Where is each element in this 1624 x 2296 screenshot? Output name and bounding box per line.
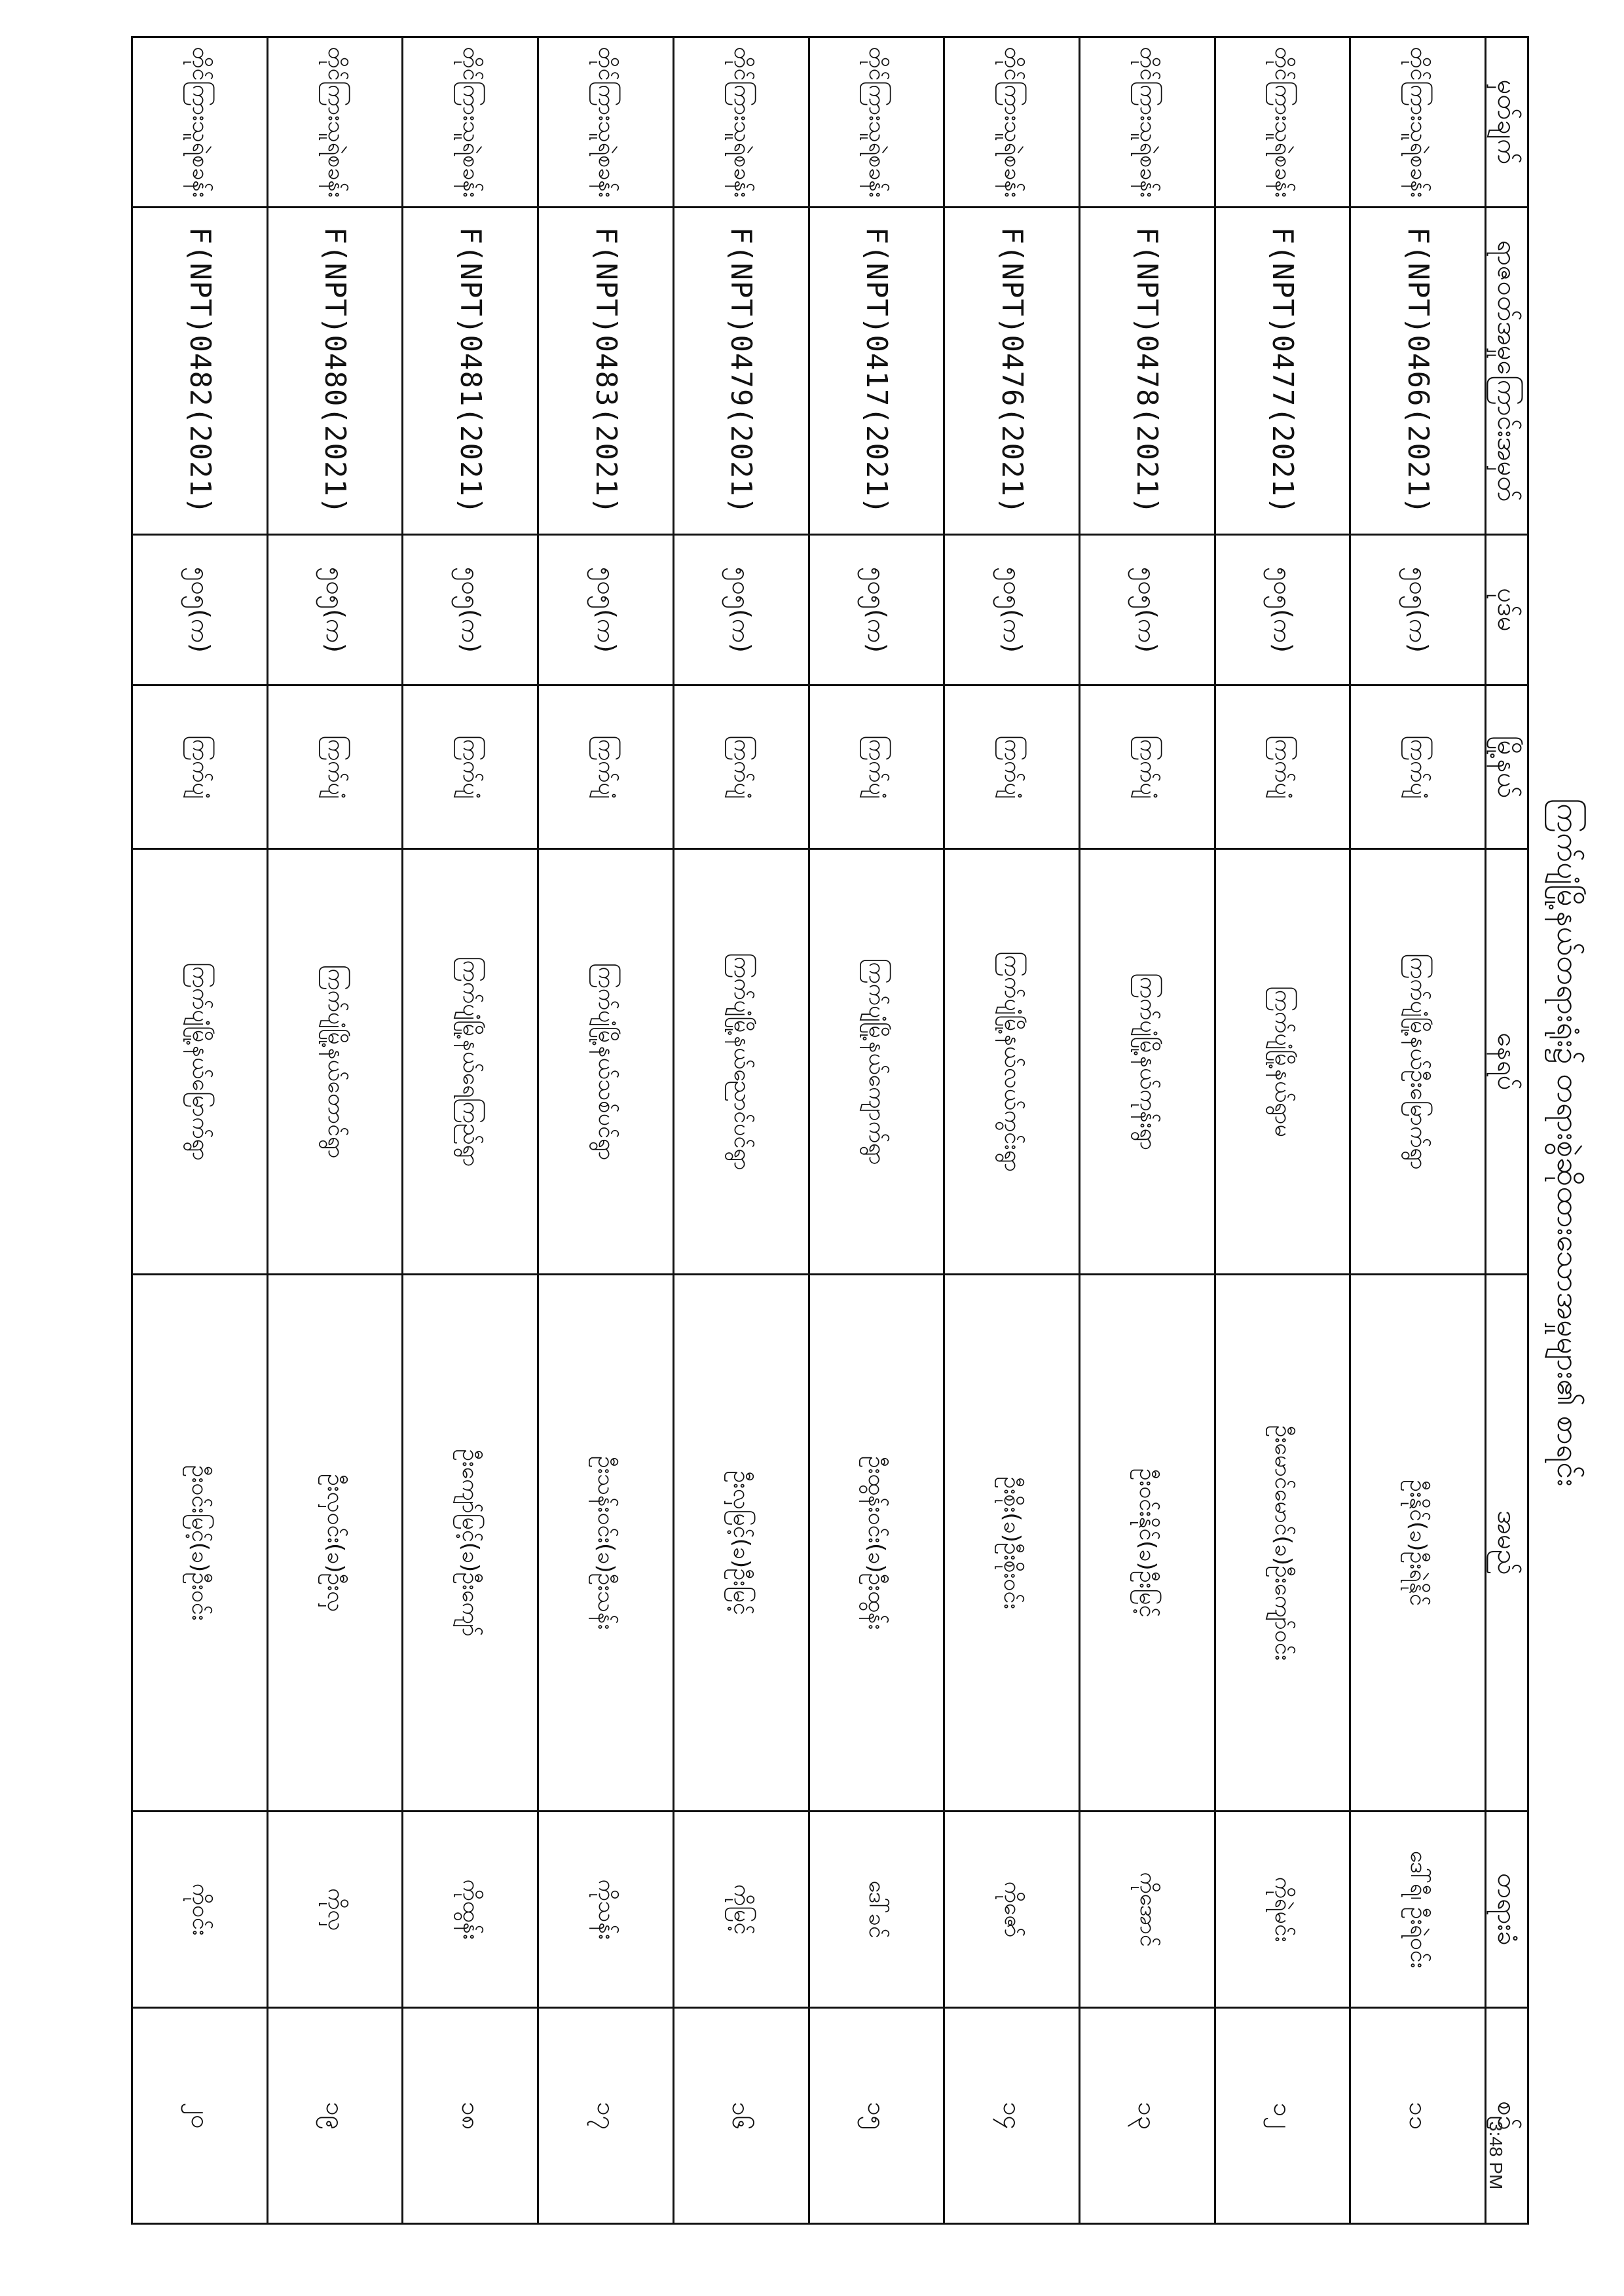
cell-section: ၅၀၅(က): [944, 535, 1080, 685]
cell-no: ၁၄: [944, 2008, 1080, 2224]
cell-accused: ကိုထွန်း: [403, 1812, 538, 2008]
cell-accused: ကိုဇော်: [944, 1812, 1080, 2008]
header-remark: မှတ်ချက်: [1486, 37, 1528, 208]
header-name: အမည်: [1486, 1275, 1528, 1812]
cell-section: ၅၀၅(က): [1215, 535, 1350, 685]
cell-address: ကြက်ပျံမြို့နယ်ရေကြည်ရွာ: [403, 849, 538, 1275]
cell-section: ၅၀၅(က): [673, 535, 809, 685]
cell-remark: တိုင်ကြားသူရဲစခန်း: [944, 37, 1080, 208]
cell-name: ဦးသန်းဝင်း(ခ)ဦးသန်း: [538, 1275, 674, 1812]
table-row: [267, 37, 403, 2224]
cell-township: ကြက်ပျံ: [1079, 685, 1215, 849]
header-address: နေရပ်: [1486, 849, 1528, 1275]
cell-name: ဦးလှဝင်း(ခ)ဦးလှ: [267, 1275, 403, 1812]
cell-section: ၅၀၅(က): [132, 535, 268, 685]
cell-no: ၁၉: [267, 2008, 403, 2224]
cell-no: ၁၆: [673, 2008, 809, 2224]
cell-name: ဦးဝင်းနိုင်(ခ)ဦးမြင့်: [1079, 1275, 1215, 1812]
cell-section: ၅၀၅(က): [267, 535, 403, 685]
table-row: [1215, 37, 1350, 2224]
cell-case-no: F(NPT)0482(2021): [132, 208, 268, 535]
header-no: စဉ်: [1486, 2008, 1528, 2224]
cell-no: ၁၃: [1079, 2008, 1215, 2224]
cell-case-no: F(NPT)0478(2021): [1079, 208, 1215, 535]
cell-accused: ဒေါ်ရီ၊ ဦးရဲဝင်း: [1350, 1812, 1486, 2008]
rotated-page-content: [131, 36, 1604, 2249]
document-title: ကြက်ပျံမြို့နယ်တရားရုံး၌ တရားစွဲဆိုထားသောအမှုများ၏ စာရင်း: [1551, 798, 1586, 1487]
header-accused: တရားခံ: [1486, 1812, 1528, 2008]
cell-accused: ကိုအောင်: [1079, 1812, 1215, 2008]
cell-case-no: F(NPT)0479(2021): [673, 208, 809, 535]
cell-township: ကြက်ပျံ: [267, 685, 403, 849]
header-township: မြို့နယ်: [1486, 685, 1528, 849]
cell-name: ဦးလှမြင့်(ခ)ဦးမြင့်: [673, 1275, 809, 1812]
table-row: [1079, 37, 1215, 2224]
cell-accused: ကိုရဲမင်း: [1215, 1812, 1350, 2008]
cell-township: ကြက်ပျံ: [538, 685, 674, 849]
table-row: [673, 37, 809, 2224]
table-row: [538, 37, 674, 2224]
header-case-no: ရာဇဝတ်အမှုကြောင်းအမှတ်: [1486, 208, 1528, 535]
cell-address: ကြက်ပျံမြို့နယ်ကုန်းရွာ: [1079, 849, 1215, 1275]
cell-name: ဦးထွန်းဝင်း(ခ)ဦးထွန်း: [809, 1275, 944, 1812]
cell-township: ကြက်ပျံ: [403, 685, 538, 849]
cell-address: ကြက်ပျံမြို့နယ်သစ်ပင်ရွာ: [538, 849, 674, 1275]
cell-township: ကြက်ပျံ: [132, 685, 268, 849]
cell-remark: တိုင်ကြားသူရဲစခန်း: [1215, 37, 1350, 208]
cell-township: ကြက်ပျံ: [944, 685, 1080, 849]
cell-name: ဦးဝင်းမြင့်(ခ)ဦးဝင်း: [132, 1275, 268, 1812]
table-row: [132, 37, 268, 2224]
cell-accused: ဒေါ်ခင်: [809, 1812, 944, 2008]
cell-case-no: F(NPT)0477(2021): [1215, 208, 1350, 535]
cell-accused: ကိုဝင်း: [132, 1812, 268, 2008]
cell-township: ကြက်ပျံ: [673, 685, 809, 849]
cell-address: ကြက်ပျံမြို့နယ်ဦးမြောက်ရွာ: [1350, 849, 1486, 1275]
cell-address: ကြက်ပျံမြို့နယ်တောင်ရွာ: [267, 849, 403, 1275]
cell-township: ကြက်ပျံ: [1350, 685, 1486, 849]
cell-remark: တိုင်ကြားသူရဲစခန်း: [673, 37, 809, 208]
cell-no: ၁၁: [1350, 2008, 1486, 2224]
cell-case-no: F(NPT)0476(2021): [944, 208, 1080, 535]
cell-no: ၁၅: [809, 2008, 944, 2224]
table-row: [944, 37, 1080, 2224]
cell-section: ၅၀၅(က): [403, 535, 538, 685]
time-stamp: 3:48 PM: [1486, 2121, 1506, 2190]
cell-no: ၁၈: [403, 2008, 538, 2224]
table-header-row: [1486, 37, 1528, 2224]
cell-remark: တိုင်ကြားသူရဲစခန်း: [1079, 37, 1215, 208]
header-section: ပုဒ်မ: [1486, 535, 1528, 685]
table-row: [1350, 37, 1486, 2224]
cell-accused: ကိုမြင့်: [673, 1812, 809, 2008]
cell-case-no: F(NPT)0483(2021): [538, 208, 674, 535]
cell-case-no: F(NPT)0480(2021): [267, 208, 403, 535]
cell-no: ၁၂: [1215, 2008, 1350, 2224]
cell-no: ၂၀: [132, 2008, 268, 2224]
cell-address: ကြက်ပျံမြို့နယ်လယ်ကွင်းရွာ: [944, 849, 1080, 1275]
case-table: [131, 36, 1529, 2225]
cell-case-no: F(NPT)0481(2021): [403, 208, 538, 535]
cell-remark: တိုင်ကြားသူရဲစခန်း: [267, 37, 403, 208]
cell-address: ကြက်ပျံမြို့နယ်ရွာမ: [1215, 849, 1350, 1275]
cell-accused: ကိုသန်း: [538, 1812, 674, 2008]
cell-accused: ကိုလှ: [267, 1812, 403, 2008]
cell-remark: တိုင်ကြားသူရဲစခန်း: [809, 37, 944, 208]
cell-remark: တိုင်ကြားသူရဲစခန်း: [132, 37, 268, 208]
cell-case-no: F(NPT)0417(2021): [809, 208, 944, 535]
cell-section: ၅၀၅(က): [1350, 535, 1486, 685]
table-row: [403, 37, 538, 2224]
cell-no: ၁၇: [538, 2008, 674, 2224]
cell-township: ကြက်ပျံ: [809, 685, 944, 849]
cell-township: ကြက်ပျံ: [1215, 685, 1350, 849]
cell-address: ကြက်ပျံမြို့နယ်ကျောက်ရွာ: [809, 849, 944, 1275]
cell-section: ၅၀၅(က): [538, 535, 674, 685]
cell-name: ဦးကျော်မြင့်(ခ)ဦးကျော်: [403, 1275, 538, 1812]
table-body: [132, 37, 1486, 2224]
cell-name: ဦးစိုး(ခ)ဦးစိုးဝင်း: [944, 1275, 1080, 1812]
case-table-wrapper: [131, 36, 1529, 2223]
cell-address: ကြက်ပျံမြို့နယ်မြောက်ရွာ: [132, 849, 268, 1275]
cell-remark: တိုင်ကြားသူရဲစခန်း: [538, 37, 674, 208]
cell-case-no: F(NPT)0466(2021): [1350, 208, 1486, 535]
table-row: [809, 37, 944, 2224]
cell-section: ၅၀၅(က): [809, 535, 944, 685]
cell-remark: တိုင်ကြားသူရဲစခန်း: [1350, 37, 1486, 208]
cell-name: ဦးမောင်မောင်(ခ)ဦးကျော်ဝင်း: [1215, 1275, 1350, 1812]
cell-name: ဦးနိုင်(ခ)ဦးရဲနိုင်: [1350, 1275, 1486, 1812]
cell-section: ၅၀၅(က): [1079, 535, 1215, 685]
cell-remark: တိုင်ကြားသူရဲစခန်း: [403, 37, 538, 208]
cell-address: ကြက်ပျံမြို့နယ်ညောင်ပင်ရွာ: [673, 849, 809, 1275]
